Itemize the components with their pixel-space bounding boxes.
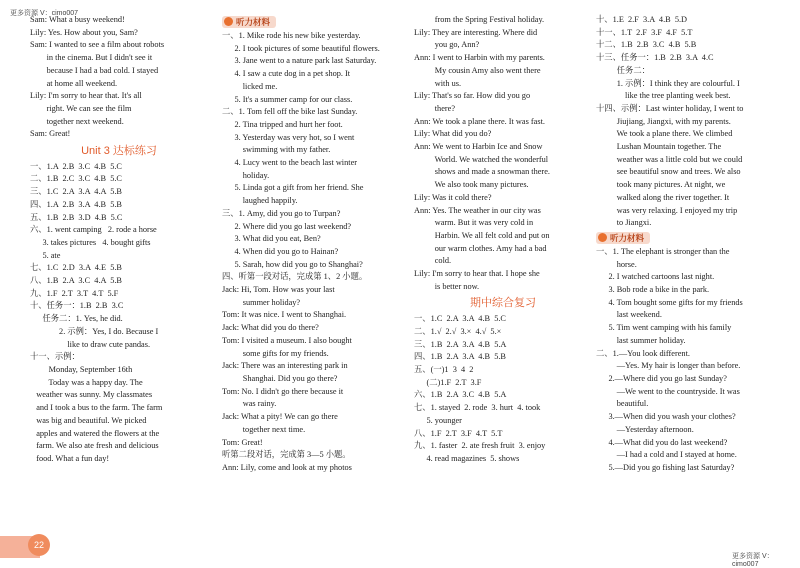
answer-line: farm. We also ate fresh and delicious — [30, 441, 159, 451]
answer-line: —Yesterday afternoon. — [596, 424, 694, 434]
answer-line: 4. When did you go to Hainan? — [222, 246, 339, 256]
answer-line: warm. But it was very cold in — [414, 218, 534, 228]
answer-line: 一、1.A 2.B 3.C 4.B 5.C — [30, 161, 122, 171]
answer-line: to Jiangxi. — [596, 218, 652, 228]
answer-line: was rainy. — [222, 399, 277, 409]
answer-line: Ann: Yes. The weather in our city was — [414, 205, 541, 215]
answer-line: 十、1.E 2.F 3.A 4.B 5.D — [596, 15, 688, 24]
answer-line: 4.—What did you do last weekend? — [596, 437, 728, 447]
headphone-icon — [224, 17, 233, 26]
answer-line: at home all weekend. — [30, 78, 118, 88]
answer-line: Lily: Yes. How about you, Sam? — [30, 27, 138, 37]
answer-line: Ann: We went to Harbin Ice and Snow — [414, 142, 543, 152]
answer-line: walked along the river together. It — [596, 192, 730, 202]
answer-line: 4. Tom bought some gifts for my friends — [596, 297, 743, 307]
answer-line: Sam: Great! — [30, 129, 71, 139]
answer-line: 5. Sarah, how did you go to Shanghai? — [222, 259, 363, 269]
answer-line: Sam: What a busy weekend! — [30, 15, 125, 24]
answer-line: 3. Bob rode a bike in the park. — [596, 285, 710, 295]
answer-line: —Yes. My hair is longer than before. — [596, 361, 741, 371]
answer-line: 十四、示例：Last winter holiday, I went to — [596, 103, 744, 113]
answer-column-3 — [414, 14, 592, 466]
answer-line: weather was a little cold but we could — [596, 154, 743, 164]
answer-line: (二)1.F 2.T 3.F — [414, 377, 482, 387]
unit3-section-title: Unit 3 达标练习 — [81, 145, 157, 158]
answer-line: last summer holiday. — [596, 335, 686, 345]
answer-line: 4. Lucy went to the beach last winter — [222, 158, 358, 168]
answer-line: My cousin Amy also went there — [414, 65, 541, 75]
answer-line: 5. younger — [414, 415, 462, 425]
answer-line: from the Spring Festival holiday. — [414, 15, 545, 24]
header-right: 更多资源 V：cimo007 — [732, 553, 774, 568]
answer-line: 四、听第一段对话，完成第 1、2 小题。 — [222, 272, 368, 282]
answer-line: beautiful. — [596, 399, 649, 409]
answer-line: 2. I watched cartoons last night. — [596, 272, 715, 282]
answer-line: 十一、1.T 2.F 3.F 4.F 5.T — [596, 27, 693, 37]
answer-line: 十、任务一：1.B 2.B 3.C — [30, 301, 124, 311]
answer-line: swimming with my father. — [222, 145, 331, 155]
answer-line: 二、1.B 2.C 3.C 4.B 5.C — [30, 174, 122, 184]
answer-line: Lily: What did you do? — [414, 129, 492, 139]
answer-line: 十一、示例： — [30, 352, 80, 362]
answer-line: Lily: Was it cold there? — [414, 192, 492, 202]
answer-line: 4. read magazines 5. shows — [414, 453, 520, 463]
answer-line: some gifts for my friends. — [222, 348, 329, 358]
answer-line: cold. — [414, 256, 452, 266]
answer-line: took many pictures. At night, we — [596, 180, 726, 190]
answer-line: Lily: I'm sorry to hear that. It's all — [30, 91, 142, 101]
page-number: 22 — [28, 534, 50, 556]
answer-line: 5. Tim went camping with his family — [596, 323, 732, 333]
answer-line: 一、1. The elephant is stronger than the — [596, 246, 730, 256]
answer-line: 三、1. Amy, did you go to Turpan? — [222, 208, 341, 218]
answer-line: Tom: It was nice. I went to Shanghai. — [222, 310, 347, 320]
answer-line: 5. ate — [30, 250, 61, 260]
answer-line: 三、1.C 2.A 3.A 4.A 5.B — [30, 187, 122, 197]
answer-line: Harbin. We all felt cold and put on — [414, 230, 550, 240]
answer-line: Tom: I visited a museum. I also bought — [222, 335, 352, 345]
answer-line: was big and beautiful. We picked — [30, 415, 147, 425]
answer-line: Ann: I went to Harbin with my parents. — [414, 53, 545, 63]
answer-line: Jack: There was an interesting park in — [222, 361, 348, 371]
answer-line: Lily: They are interesting. Where did — [414, 27, 538, 37]
answer-line: 一、1. Mike rode his new bike yesterday. — [222, 31, 361, 40]
answer-line: 2. I took pictures of some beautiful flowers. — [222, 43, 380, 53]
answer-line: —We went to the countryside. It was — [596, 386, 740, 396]
answer-line: 2. 示例：Yes, I do. Because I — [30, 326, 159, 336]
answer-line: Jack: What did you do there? — [222, 323, 319, 333]
answer-line: Monday, September 16th — [30, 364, 133, 374]
header-left: 更多资源 V：cimo007 — [10, 10, 79, 17]
answer-line: 九、1. faster 2. ate fresh fruit 3. enjoy — [414, 441, 546, 451]
answer-line: 2. Tina tripped and hurt her foot. — [222, 119, 343, 129]
answer-line: Lily: That's so far. How did you go — [414, 91, 531, 101]
answer-line: weather was sunny. My classmates — [30, 390, 153, 400]
answer-line: 3. Jane went to a nature park last Saturday. — [222, 56, 377, 66]
answer-line: 六、1.B 2.A 3.C 4.B 5.A — [414, 390, 507, 400]
answer-line: 3.—When did you wash your clothes? — [596, 412, 736, 422]
answer-column-2 — [222, 14, 402, 475]
answer-line: 三、1.B 2.A 3.A 4.B 5.A — [414, 339, 507, 349]
answer-line: 八、1.B 2.A 3.C 4.A 5.B — [30, 276, 122, 286]
answer-line: 一、1.C 2.A 3.A 4.B 5.C — [414, 314, 506, 324]
answer-line: laughed happily. — [222, 196, 298, 206]
answer-line: and I took a bus to the farm. The farm — [30, 403, 163, 413]
headphone-icon — [598, 233, 607, 242]
answer-line: 2.—Where did you go last Sunday? — [596, 373, 727, 383]
answer-line: with us. — [414, 78, 462, 88]
answer-line: shows and made a snowman there. — [414, 167, 550, 177]
answer-line: like the tree planting week best. — [596, 91, 731, 101]
answer-line: last weekend. — [596, 310, 662, 320]
answer-line: 1. 示例：I think they are colourful. I — [596, 78, 740, 88]
answer-line: Jack: What a pity! We can go there — [222, 412, 338, 422]
answer-line: We took a plane there. We climbed — [596, 129, 733, 139]
answer-line: World. We watched the wonderful — [414, 154, 549, 164]
answer-line: there? — [414, 103, 456, 113]
answer-line: 3. takes pictures 4. bought gifts — [30, 237, 151, 247]
answer-line: 五、1.B 2.B 3.D 4.B 5.C — [30, 212, 123, 222]
answer-line: Lily: I'm sorry to hear that. I hope she — [414, 269, 540, 279]
answer-line: Tom: No. I didn't go there because it — [222, 386, 344, 396]
answer-line: 5. It's a summer camp for our class. — [222, 94, 353, 104]
answer-line: 四、1.B 2.A 3.A 4.B 5.B — [414, 352, 506, 362]
answer-line: Lushan Mountain together. The — [596, 142, 722, 152]
answer-line: 3. What did you eat, Ben? — [222, 234, 321, 244]
answer-line: Ann: Lily, come and look at my photos — [222, 462, 352, 472]
answer-line: Jiujiang, Jiangxi, with my parents. — [596, 116, 731, 126]
answer-line: Sam: I wanted to see a film about robots — [30, 40, 165, 50]
answer-line: 5.—Did you go fishing last Saturday? — [596, 462, 735, 472]
answer-line: 任务二： — [596, 65, 650, 75]
answer-line: licked me. — [222, 81, 278, 91]
answer-line: 2. Where did you go last weekend? — [222, 221, 352, 231]
answer-line: see beautiful snow and trees. We also — [596, 167, 741, 177]
answer-line: summer holiday? — [222, 297, 301, 307]
answer-line: 八、1.F 2.T 3.F 4.T 5.T — [414, 428, 503, 438]
answer-line: Jack: Hi, Tom. How was your last — [222, 285, 335, 295]
answer-line: 4. I saw a cute dog in a pet shop. It — [222, 69, 351, 79]
answer-line: 七、1. stayed 2. rode 3. hurt 4. took — [414, 403, 541, 413]
answer-line: 二、1.√ 2.√ 3.× 4.√ 5.× — [414, 326, 502, 336]
answer-line: 二、1. Tom fell off the bike last Sunday. — [222, 107, 358, 117]
listening-title: 听力材料 — [596, 232, 650, 244]
answer-line: you go, Ann? — [414, 40, 480, 50]
answer-line: together next weekend. — [30, 116, 124, 126]
answer-line: 二、1.—You look different. — [596, 348, 690, 358]
answer-line: 任务二：1. Yes, he did. — [30, 314, 123, 324]
answer-line: right. We can see the film — [30, 103, 132, 113]
answer-line: We also took many pictures. — [414, 180, 529, 190]
answer-line: Today was a happy day. The — [30, 377, 143, 387]
answer-line: because I had a bad cold. I stayed — [30, 65, 159, 75]
answer-line: 六、1. went camping 2. rode a horse — [30, 225, 157, 235]
answer-line: —I had a cold and I stayed at home. — [596, 450, 737, 460]
answer-line: together next time. — [222, 424, 306, 434]
answer-column-4 — [596, 14, 794, 475]
answer-line: 听第二段对话，完成第 3—5 小题。 — [222, 450, 351, 460]
answer-line: holiday. — [222, 170, 270, 180]
answer-line: apples and watered the flowers at the — [30, 428, 160, 438]
answer-line: 九、1.F 2.T 3.T 4.T 5.F — [30, 288, 119, 298]
answer-line: 七、1.C 2.D 3.A 4.E 5.B — [30, 263, 122, 273]
answer-line: Ann: We took a plane there. It was fast. — [414, 116, 545, 126]
answer-line: was very relaxing. I enjoyed my trip — [596, 205, 738, 215]
answer-line: is better now. — [414, 281, 480, 291]
answer-line: 十二、1.B 2.B 3.C 4.B 5.B — [596, 40, 697, 50]
answer-column-1 — [30, 14, 208, 466]
answer-line: our warm clothes. Amy had a bad — [414, 243, 547, 253]
answer-line: food. What a fun day! — [30, 453, 110, 463]
answer-line: in the cinema. But I didn't see it — [30, 53, 153, 63]
answer-line: 3. Yesterday was very hot, so I went — [222, 132, 355, 142]
answer-line: 十三、任务一：1.B 2.B 3.A 4.C — [596, 53, 714, 63]
answer-line: 五、(一)1 3 4 2 — [414, 364, 474, 374]
answer-line: Tom: Great! — [222, 437, 263, 447]
answer-line: Shanghai. Did you go there? — [222, 373, 338, 383]
answer-line: 四、1.A 2.B 3.A 4.B 5.B — [30, 199, 122, 209]
answer-line: 5. Linda got a gift from her friend. She — [222, 183, 364, 193]
listening-title: 听力材料 — [222, 16, 276, 28]
answer-line: horse. — [596, 259, 637, 269]
midterm-section-title: 期中综合复习 — [470, 297, 536, 310]
answer-line: like to draw cute pandas. — [30, 339, 151, 349]
